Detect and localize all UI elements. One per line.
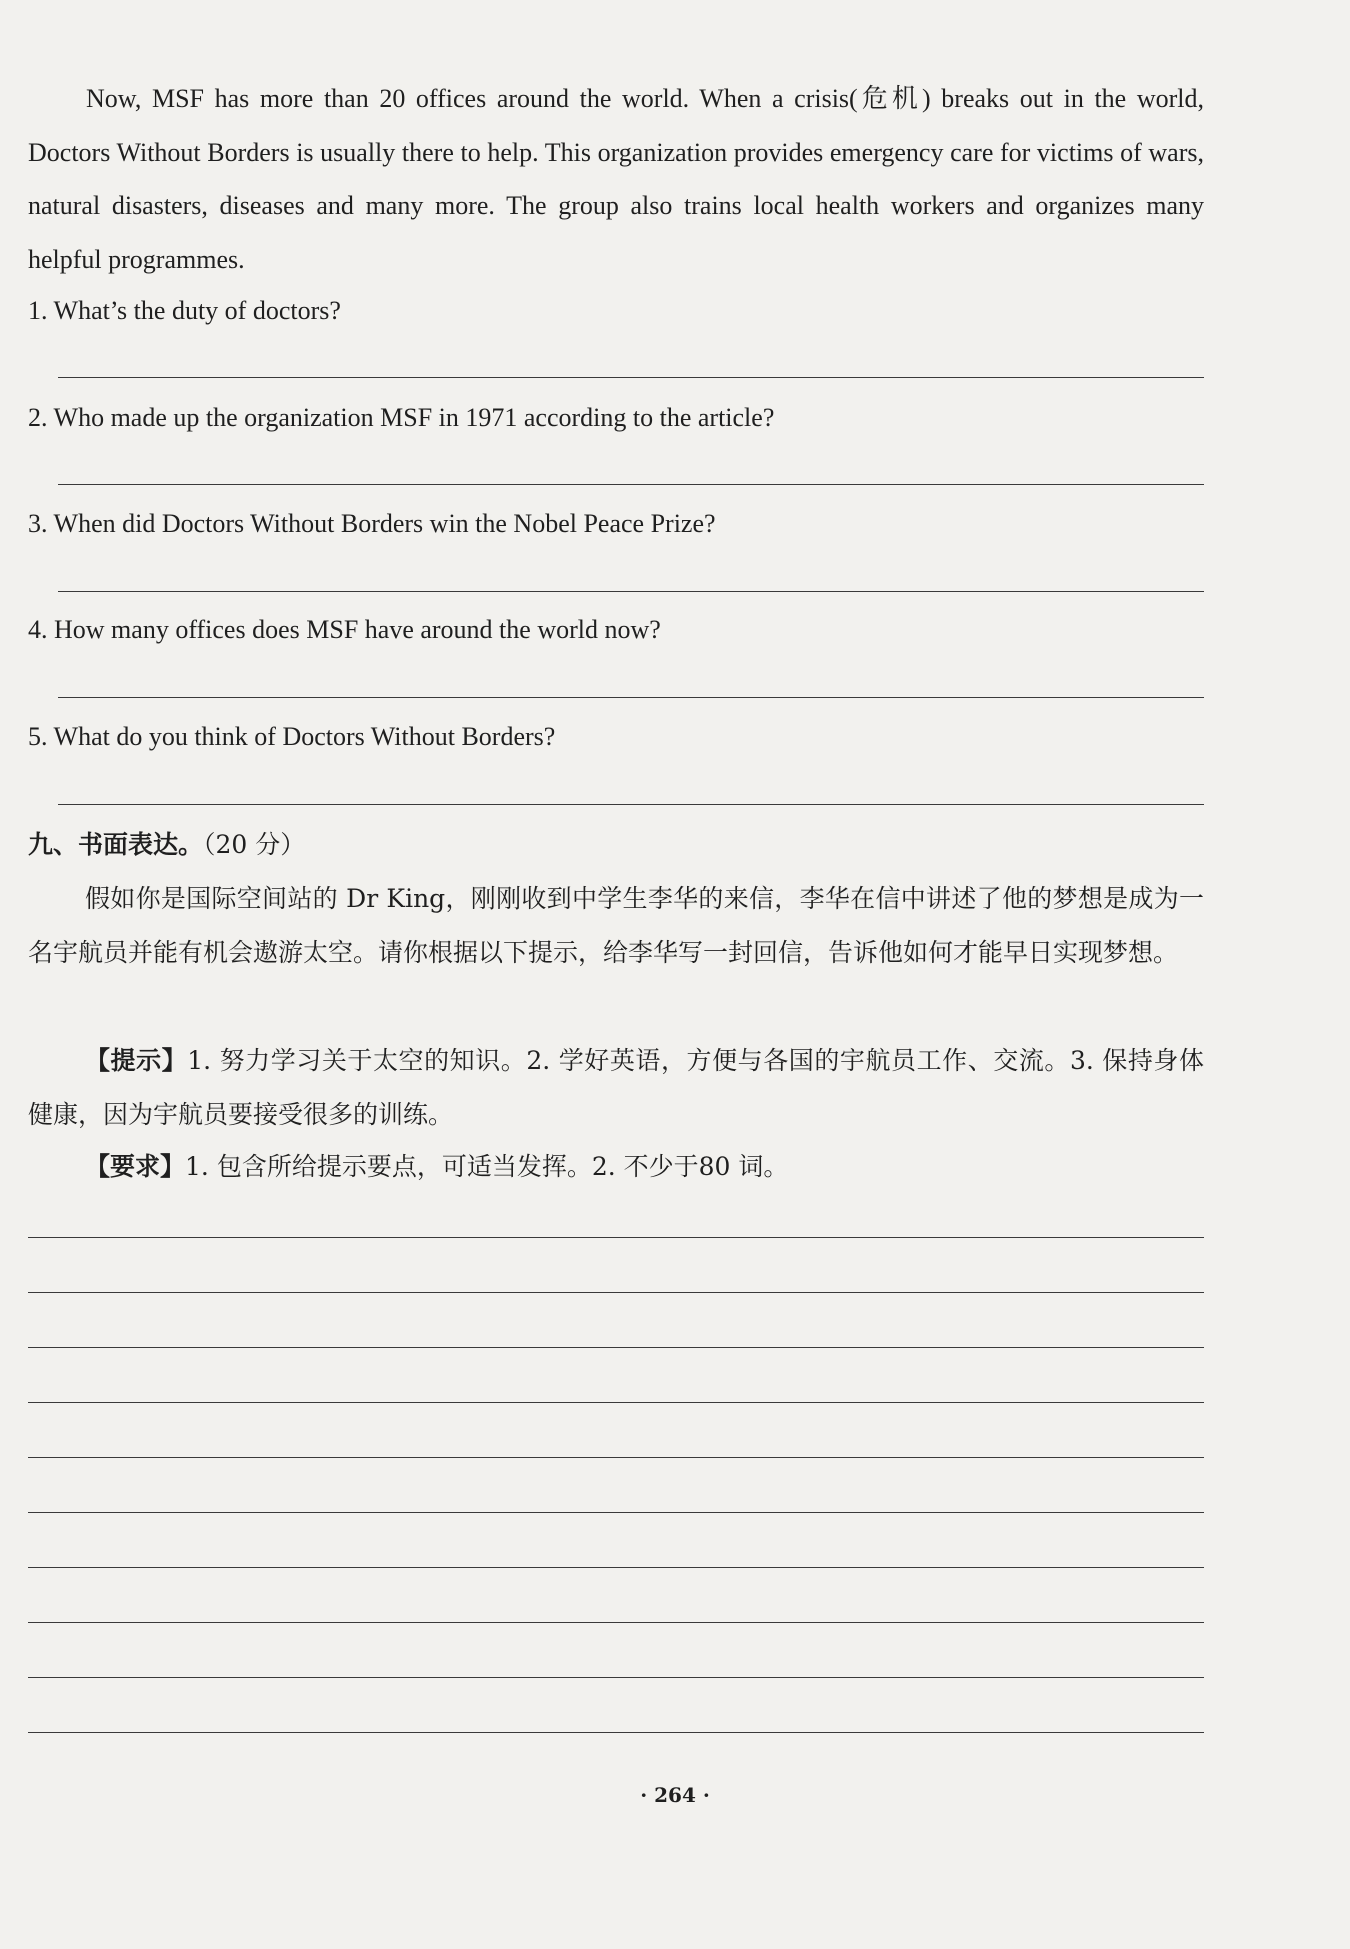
writing-line[interactable] — [28, 1347, 1204, 1348]
writing-line[interactable] — [28, 1237, 1204, 1238]
writing-line[interactable] — [28, 1567, 1204, 1568]
answer-line-1[interactable] — [58, 377, 1204, 378]
page-number: · 264 · — [640, 1783, 710, 1807]
answer-line-2[interactable] — [58, 484, 1204, 485]
section-heading — [28, 828, 305, 862]
answer-line-5[interactable] — [58, 804, 1204, 805]
question-3: 3. When did Doctors Without Borders win the Nobel Peace Prize? — [28, 509, 716, 538]
hints-text: 1. 努力学习关于太空的知识。2. 学好英语，方便与各国的宇航员工作、交流。3. 保持身体健康，因为宇航员要接受很多的训练。 — [28, 1046, 1204, 1129]
writing-hints — [28, 1034, 1204, 1141]
section-title: 九、书面表达。 — [28, 830, 204, 859]
requirements-text: 1. 包含所给提示要点，可适当发挥。2. 不少于80 词。 — [185, 1152, 789, 1181]
answer-line-4[interactable] — [58, 697, 1204, 698]
writing-line[interactable] — [28, 1457, 1204, 1458]
writing-line[interactable] — [28, 1292, 1204, 1293]
writing-line[interactable] — [28, 1512, 1204, 1513]
answer-line-3[interactable] — [58, 591, 1204, 592]
passage-paragraph: Now, MSF has more than 20 offices around the world. When a crisis(危机) breaks out in the world, Doctors Without Borders is usually there to help. This organization provides emergency care for victims of wars, natural disasters, diseases and many more. The group also trains local health workers and organizes many helpful programmes. — [28, 84, 1204, 274]
writing-line[interactable] — [28, 1402, 1204, 1403]
writing-line[interactable] — [28, 1732, 1204, 1733]
writing-line[interactable] — [28, 1622, 1204, 1623]
writing-requirements — [28, 1140, 1204, 1194]
question-5: 5. What do you think of Doctors Without Borders? — [28, 722, 556, 751]
question-2: 2. Who made up the organization MSF in 1971 according to the article? — [28, 403, 775, 432]
requirements-tag: 【要求】 — [85, 1152, 186, 1181]
section-score: （20 分） — [203, 830, 306, 859]
question-4: 4. How many offices does MSF have around the world now? — [28, 615, 661, 644]
writing-line[interactable] — [28, 1677, 1204, 1678]
writing-prompt: 假如你是国际空间站的 Dr King，刚刚收到中学生李华的来信，李华在信中讲述了他的梦想是成为一名宇航员并能有机会遨游太空。请你根据以下提示，给李华写一封回信，告诉他如何才能早日实现梦想。 — [28, 884, 1204, 967]
hints-tag: 【提示】 — [85, 1046, 188, 1075]
question-1: 1. What’s the duty of doctors? — [28, 296, 341, 325]
